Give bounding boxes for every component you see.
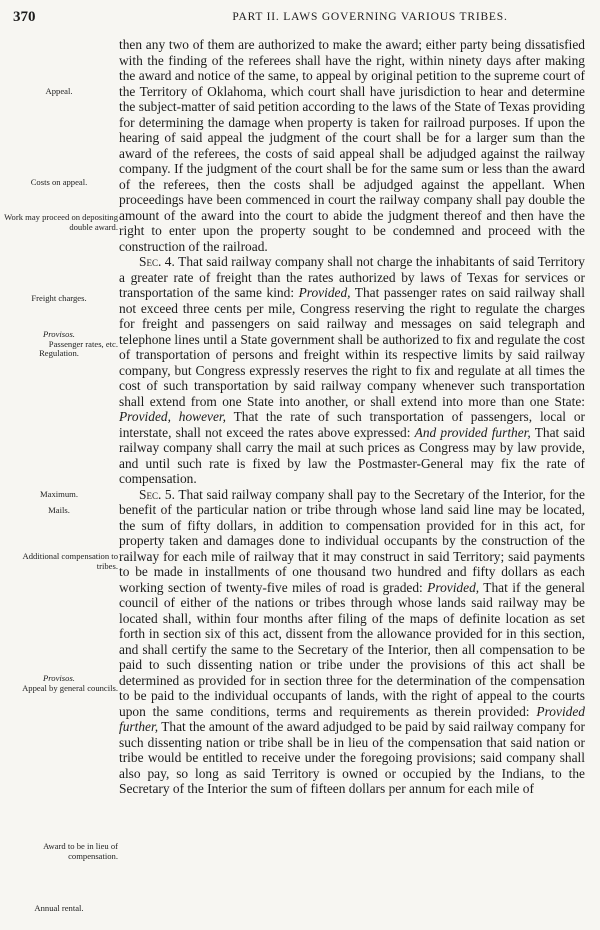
margin-note-regulation: Regulation. [39, 348, 79, 358]
sec4-provided-2: Provided, however, [119, 409, 227, 424]
margin-note-provisos-1 [0, 330, 118, 359]
sec4-provided-1: Provided, [298, 285, 351, 300]
sec4-provided-3: And provided further, [414, 424, 531, 440]
sec5-text-c: That the amount of the award adjudged to be paid by said railway company for such dissenting nation or tribe shall be in lieu of the compensation that said nation or tribe would be entitled to receive under the foregoing provisions; said company shall also pay, so long as said Territory is owned or occupied by the Indians, to the Secretary of the Interior the sum of fifteen dollars per annum for each mile of [119, 719, 585, 796]
margin-note-appeal-by-councils: Appeal by general councils. [22, 682, 118, 693]
margin-note-passenger-rates: Passenger rates, etc. [48, 338, 118, 349]
margin-note-freight-charges: Freight charges. [31, 293, 87, 303]
paragraph-sec4 [119, 254, 585, 487]
margin-note-annual-rental: Annual rental. [34, 903, 84, 913]
section-label-4: Sec. 4. [139, 254, 175, 269]
page-number: 370 [13, 9, 36, 25]
sec4-text-a: That said railway company shall not charge the inhabitants of said Territory a greater rate of freight than the rates authorized by laws of Texas for services or transportation of the same kind: [119, 254, 585, 300]
margin-note-mails: Mails. [48, 505, 70, 515]
margin-note-additional-compensation: Additional compensation to tribes. [22, 551, 118, 571]
sec4-text-d: That said railway company shall carry the mail at such prices as Congress may by law provide, and until such rate is fixed by law the Postmaster-General may fix the rate of compensation. [119, 424, 585, 486]
running-head: PART II. LAWS GOVERNING VARIOUS TRIBES. [232, 11, 508, 23]
margin-note-costs-on-appeal: Costs on appeal. [30, 177, 88, 187]
body-text [119, 37, 585, 797]
section-label-5: Sec. 5. [139, 486, 175, 502]
margin-note-provisos-label: Provisos. [43, 329, 75, 339]
sec4-text-c: That the rate of such transportation of passengers, local or interstate, shall not exceed the rates above expressed: [119, 409, 585, 440]
sec5-text-a: That said railway company shall pay to the Secretary of the Interior, for the benefit of the particular nation or tribe through whose land said line may be located, the sum of fifty dollars, in addition to compensation provided for in this act, for property taken and damages done to individual occupants by the construction of the railway for each mile of railway that it may construct in said Territory; said payments to be made in installments of one thousand two hundred and fifty dollars as each working section of twenty-five miles of road is graded: [119, 486, 586, 595]
margin-note-maximum: Maximum. [40, 489, 78, 499]
margin-notes [0, 0, 122, 930]
margin-note-award-in-lieu: Award to be in lieu of compensation. [43, 841, 118, 861]
margin-note-work-may-proceed: Work may proceed on depositing double award. [4, 212, 118, 232]
margin-note-provisos-label-2: Provisos. [43, 673, 75, 683]
paragraph-sec3-continued: then any two of them are authorized to make the award; either party being dissatisfied with the finding of the referees shall have the right, within ninety days after making the award and notice of the same, to appeal by original petition to the supreme court of the Territory of Oklahoma, which court shall have jurisdiction to hear and determine the subject-matter of said petition according to the laws of the State of Texas providing for determining the damage when property is taken for railroad purposes. If upon the hearing of said appeal the judgment of the court shall be for a larger sum than the award of the referees, the costs of said appeal shall be adjudged against the railway company. If the judgment of the court shall be for the same sum or less than the award of the referees, then the costs shall be adjudged against the appellant. When proceedings have been commenced in court the railway company shall pay double the amount of the award into the court to abide the judgment thereof and then have the right to enter upon the property sought to be condemned and proceed with the construction of the railroad. [119, 37, 585, 254]
paragraph-sec5 [119, 487, 585, 797]
margin-note-appeal: Appeal. [45, 86, 73, 96]
margin-note-provisos-2 [0, 674, 118, 693]
sec5-text-b: That if the general council of either of the nations or tribes through whose lands said railway may be located shall, within four months after filing of the maps of definite location as set forth in section six of this act, dissent from the allowance provided for in this section, and shall certify the same to the Secretary of the Interior, then all compensation to be paid to such dissenting nation or tribe under the provisions of this act shall be determined as provided for in section three for the determination of the compensation to be paid to the individual occupants of lands, with the right of appeal to the courts upon the same conditions, terms and requirements as therein provided: [119, 579, 585, 719]
sec5-provided-2: Provided further, [119, 703, 585, 734]
sec5-provided-1: Provided, [427, 579, 480, 595]
sec4-text-b: That passenger rates on said railway shall not exceed three cents per mile, Congress reserving the right to regulate the charges for freight and passengers on said railway and messages on said telegraph and telephone lines until a State government shall be authorized to fix and regulate the cost of transportation of persons and freight within its respective limits by said railway company, but Congress expressly reserves the right to fix and regulate at all times the cost of such transportation by said railway company whenever such transportation shall extend from one State into another, or shall extend into more than one State: [119, 285, 585, 409]
